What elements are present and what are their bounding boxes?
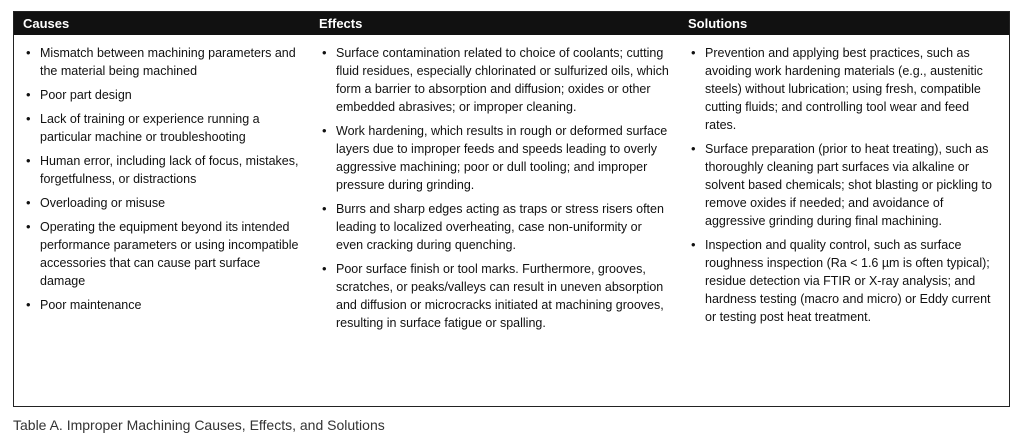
table-body bbox=[14, 35, 1009, 338]
header-solutions: Solutions bbox=[688, 16, 748, 31]
solutions-column bbox=[679, 35, 1009, 338]
solution-item: • Inspection and quality control, such as surface roughness inspection (Ra < 1.6 µm is often typical); residue detection via FTIR or X-ray analysis; and hardness testing (macro and micro) or Eddy current or testing post heat treatment. bbox=[679, 236, 1009, 326]
cause-item: • Operating the equipment beyond its intended performance parameters or using incompatible accessories that can cause part surface damage bbox=[14, 218, 310, 290]
effects-column bbox=[310, 35, 679, 338]
effect-item: • Poor surface finish or tool marks. Furthermore, grooves, scratches, or peaks/valleys can result in uneven absorption and diffusion or microcracks initiated at machining grooves, resulting in surface fatigue or spalling. bbox=[310, 260, 679, 332]
effect-item: • Burrs and sharp edges acting as traps or stress risers often leading to localized overheating, case non-uniformity or even cracking during quenching. bbox=[310, 200, 679, 254]
table-caption: Table A. Improper Machining Causes, Effects, and Solutions bbox=[13, 417, 385, 433]
cause-item: • Mismatch between machining parameters and the material being machined bbox=[14, 44, 310, 80]
cause-item: • Overloading or misuse bbox=[14, 194, 310, 212]
header-causes: Causes bbox=[23, 16, 70, 31]
causes-effects-solutions-table bbox=[13, 11, 1010, 407]
cause-item: • Poor part design bbox=[14, 86, 310, 104]
solution-item: • Surface preparation (prior to heat treating), such as thoroughly cleaning part surfaces via alkaline or solvent based chemicals; shot blasting or pickling to remove oxides if needed; and avoidance of aggressive grinding during final machining. bbox=[679, 140, 1009, 230]
effect-item: • Surface contamination related to choice of coolants; cutting fluid residues, especially chlorinated or sulfurized oils, which form a barrier to absorption and diffusion; oxides or other embedded abrasives; or improper cleaning. bbox=[310, 44, 679, 116]
solution-item: • Prevention and applying best practices, such as avoiding work hardening materials (e.g., austenitic steels) without lubrication; using fresh, compatible cutting fluids; and controlling tool wear and feed rates. bbox=[679, 44, 1009, 134]
causes-column bbox=[14, 35, 310, 338]
effect-item: • Work hardening, which results in rough or deformed surface layers due to improper feeds and speeds leading to overly aggressive machining; poor or dull tooling; and improper pressure during grinding. bbox=[310, 122, 679, 194]
header-effects: Effects bbox=[319, 16, 363, 31]
cause-item: • Human error, including lack of focus, mistakes, forgetfulness, or distractions bbox=[14, 152, 310, 188]
cause-item: • Lack of training or experience running a particular machine or troubleshooting bbox=[14, 110, 310, 146]
table-header-row bbox=[14, 12, 1009, 35]
cause-item: • Poor maintenance bbox=[14, 296, 310, 314]
